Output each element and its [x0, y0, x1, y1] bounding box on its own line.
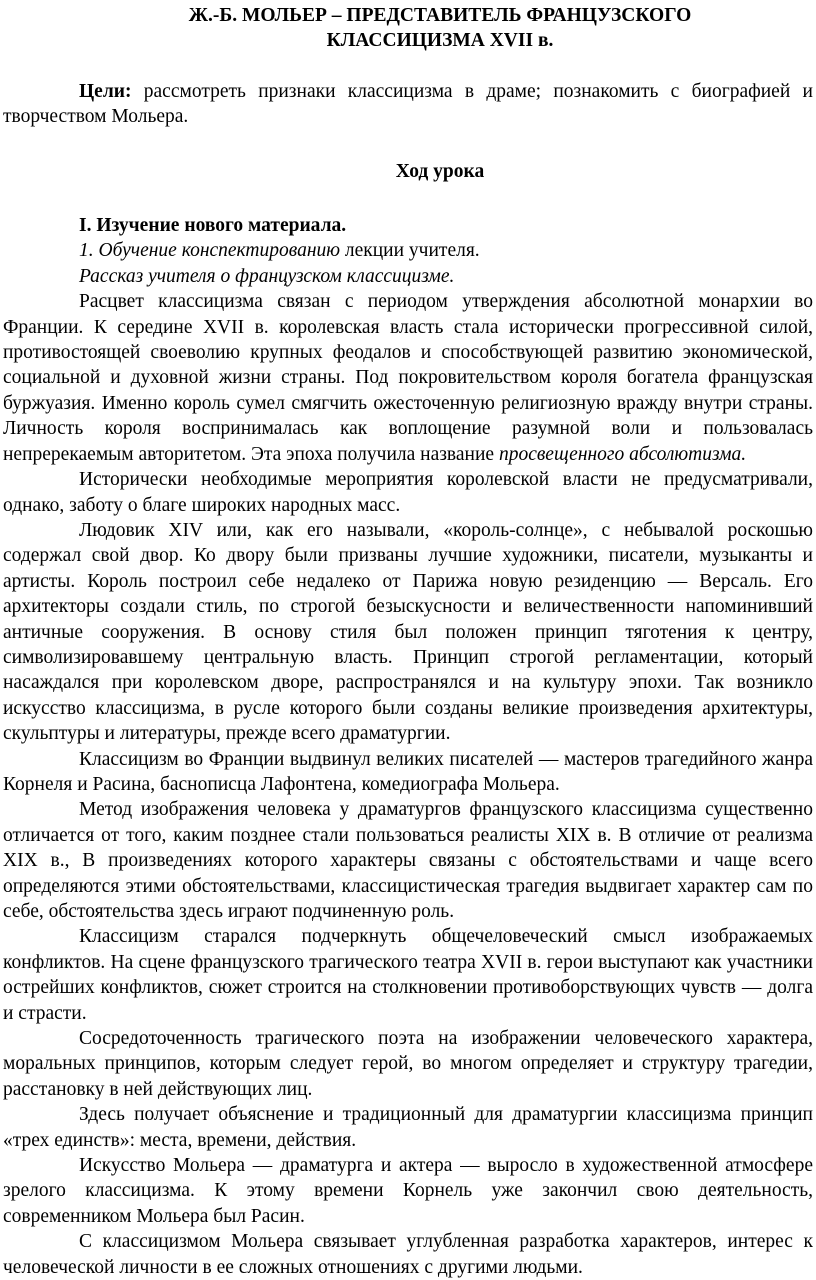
paragraph-2: Исторически необходимые мероприятия королевской власти не предусматривали, однако, заботу о благе широких народных масс.	[3, 469, 813, 516]
paragraph-7: Сосредоточенность трагического поэта на изображении человеческого характера, моральных принципов, которым следует герой, во многом определяет и структуру трагедии, расстановку в ней действующих лиц.	[3, 1028, 813, 1100]
lesson-heading: Ход урока	[395, 160, 485, 182]
step-1-italic: 1. Обучение конспектированию	[79, 240, 341, 262]
paragraph-6: Классицизм старался подчеркнуть общечеловеческий смысл изображаемых конфликтов. На сцене французского трагического театра XVII в. герои выступают как участники острейших конфликтов, сюжет строится на столкновении противоборствующих чувств — долга и страсти.	[3, 926, 813, 1024]
title-line-2: КЛАССИЦИЗМА XVII в.	[326, 30, 554, 52]
step-1-rest: лекции учителя.	[340, 240, 480, 262]
step-1-line	[3, 238, 813, 263]
goals-text: рассмотреть признаки классицизма в драме; познакомить с биографией и творчеством Мольера.	[3, 80, 813, 128]
paragraph-1-italic: просвещенного абсолютизма.	[498, 443, 747, 465]
step-1-story	[3, 264, 813, 289]
paragraph-1	[3, 289, 813, 467]
title-line-1: Ж.-Б. МОЛЬЕР – ПРЕДСТАВИТЕЛЬ ФРАНЦУЗСКОГО	[188, 5, 692, 26]
step-1-story-text: Рассказ учителя о французском классицизме.	[79, 265, 455, 287]
goals-label: Цели:	[79, 80, 132, 102]
paragraph-9: Искусство Мольера — драматурга и актера — выросло в художественной атмосфере зрелого классицизма. К этому времени Корнель уже закончил свою деятельность, современником Мольера был Расин.	[3, 1155, 813, 1227]
goals-paragraph	[3, 79, 813, 130]
paragraph-3: Людовик XIV или, как его называли, «король-солнце», с небывалой роскошью содержал свой двор. Ко двору были призваны лучшие художники, писатели, музыканты и артисты. Король построил себе недалеко от Парижа новую резиденцию — Версаль. Его архитекторы создали стиль, по строгой безыскусности и величественности напоминивший античные сооружения. В основу стиля был положен принцип тяготения к центру, символизировавшему центральную власть. Принцип строгой регламентации, который насаждался при королевском дворе, распространялся и на культуру эпохи. Так возникло искусство классицизма, в русле которого были созданы великие произведения архитектуры, скульптуры и литературы, прежде всего драматургии.	[3, 519, 813, 745]
paragraph-4: Классицизм во Франции выдвинул великих писателей — мастеров трагедийного жанра Корнеля и Расина, баснописца Лафонтена, комедиографа Мольера.	[3, 748, 813, 795]
section-heading: I. Изучение нового материала.	[79, 215, 347, 237]
paragraph-1-text: Расцвет классицизма связан с периодом утверждения абсолютной монархии во Франции. К середине XVII в. королевская власть стала исторически прогрессивной силой, противостоящей своеволию крупных феодалов и способствующей развитию экономической, социальной и духовной жизни страны. Под покровительством короля богатела французская буржуазия. Именно король сумел смягчить ожесточенную религиозную вражду внутри страны. Личность короля воспринималась как воплощение разумной воли и пользовалась непререкаемым авторитетом. Эта эпоха получила название	[3, 291, 813, 465]
document-title	[3, 3, 813, 54]
paragraph-10: С классицизмом Мольера связывает углубленная разработка характеров, интерес к человеческой личности в ее сложных отношениях с другими людьми.	[3, 1231, 813, 1278]
paragraph-8: Здесь получает объяснение и традиционный для драматургии классицизма принцип «трех единств»: места, времени, действия.	[3, 1104, 813, 1151]
paragraph-5: Метод изображения человека у драматургов французского классицизма существенно отличается от того, каким позднее стали пользоваться реалисты XIX в. В отличие от реализма XIX в., В произведениях которого характеры связаны с обстоятельствами и чаще всего определяются этими обстоятельствами, классицистическая трагедия выдвигает характер сам по себе, обстоятельства здесь играют подчиненную роль.	[3, 799, 813, 922]
